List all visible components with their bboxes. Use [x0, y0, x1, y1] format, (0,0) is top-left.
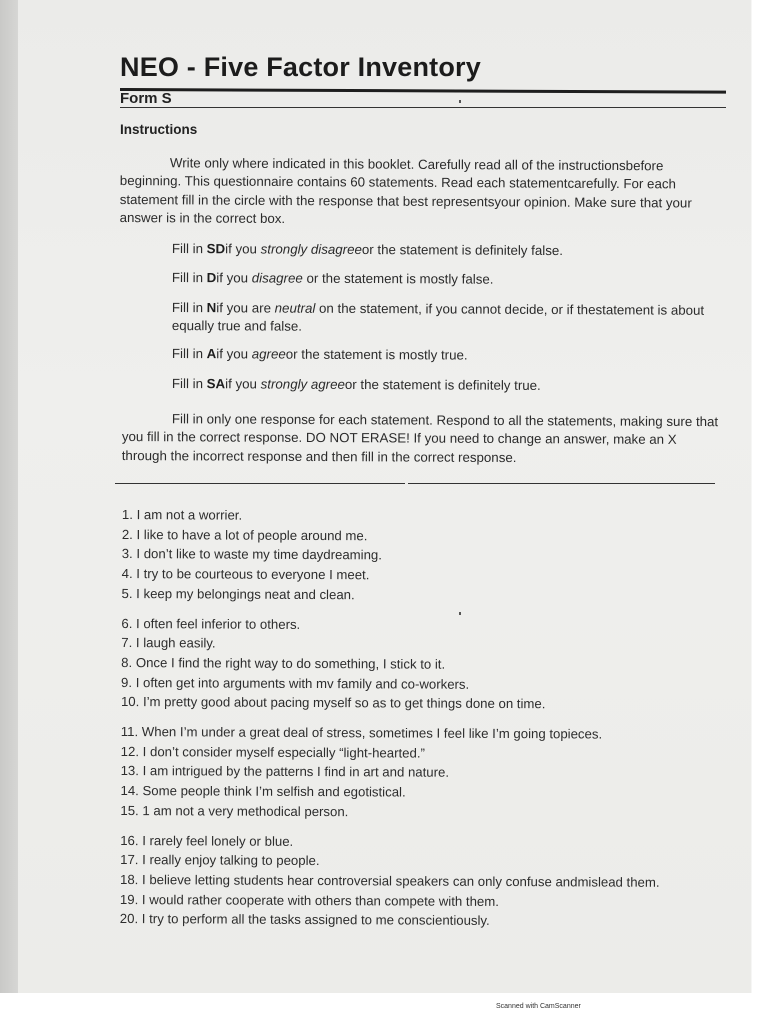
- question-item: 10. I’m pretty good about pacing myself so as to get things done on time.: [120, 694, 546, 712]
- option-d: Fill in Dif you disagree or the statement is mostly false.: [171, 270, 494, 287]
- question-item: 20. I try to perform all the tasks assigned to me conscientiously.: [119, 911, 490, 929]
- option-sa: Fill in SAif you strongly agreeor the statement is definitely true.: [171, 376, 541, 393]
- question-item: 7. I laugh easily.: [121, 635, 216, 651]
- option-sd: Fill in SDif you strongly disagreeor the statement is definitely false.: [171, 240, 563, 259]
- separator-left: [115, 483, 405, 484]
- question-item: 13. I am intrigued by the patterns I find in art and nature.: [120, 763, 450, 781]
- question-item: 9. I often get into arguments with mv family and co-workers.: [121, 674, 470, 692]
- question-item: 3. I don’t like to waste my time daydreaming.: [121, 546, 382, 563]
- scanner-watermark: Scanned with CamScanner: [496, 1003, 581, 1010]
- intro-paragraph: Write only where indicated in this booklet. Carefully read all of the instructionsbefore beginning. This questionnaire contains 60 statements. Read each statementcarefully. For each statement fill in the circle with the response that best representsyour opinion. Make sure that your answer is in the correct box.: [119, 155, 692, 226]
- speck: [459, 612, 461, 615]
- separator-right: [408, 483, 715, 484]
- question-item: 16. I rarely feel lonely or blue.: [120, 832, 294, 849]
- question-item: 1. I am not a worrier.: [121, 506, 243, 523]
- question-item: 4. I try to be courteous to everyone I meet.: [121, 566, 370, 583]
- question-list: [120, 505, 732, 932]
- option-a: Fill in Aif you agreeor the statement is mostly true.: [171, 346, 468, 363]
- question-item: 2. I like to have a lot of people around me.: [121, 526, 368, 543]
- document-title: NEO - Five Factor Inventory: [120, 52, 481, 82]
- form-rule: [120, 107, 726, 108]
- question-item: 17. I really enjoy talking to people.: [120, 852, 320, 869]
- question-item: 18. I believe letting students hear controversial speakers can only confuse andmislead them.: [120, 871, 660, 890]
- question-item: 12. I don’t consider myself especially “light-hearted.”: [120, 743, 425, 761]
- instructions-heading: Instructions: [120, 122, 198, 137]
- question-item: 15. 1 am not a very methodical person.: [120, 802, 349, 820]
- form-label: Form S: [120, 90, 172, 107]
- option-n: Fill in Nif you are neutral on the statement, if you cannot decide, or if thestatement is about equally true and false.: [171, 300, 705, 334]
- closing-paragraph: Fill in only one response for each statement. Respond to all the statements, making sure that you fill in the correct response. DO NOT ERASE! If you need to change an answer, make an X through the incorrect response and then fill in the correct response.: [121, 411, 719, 465]
- question-item: 14. Some people think I’m selfish and egotistical.: [120, 783, 406, 800]
- question-item: 6. I often feel inferior to others.: [121, 615, 301, 632]
- question-item: 19. I would rather cooperate with others than compete with them.: [119, 891, 499, 909]
- question-item: 8. Once I find the right way to do something, I stick to it.: [121, 654, 446, 672]
- question-item: 11. When I’m under a great deal of stress, sometimes I feel like I’m going topieces.: [120, 724, 603, 742]
- speck: [459, 100, 461, 103]
- question-item: 5. I keep my belongings neat and clean.: [121, 585, 355, 603]
